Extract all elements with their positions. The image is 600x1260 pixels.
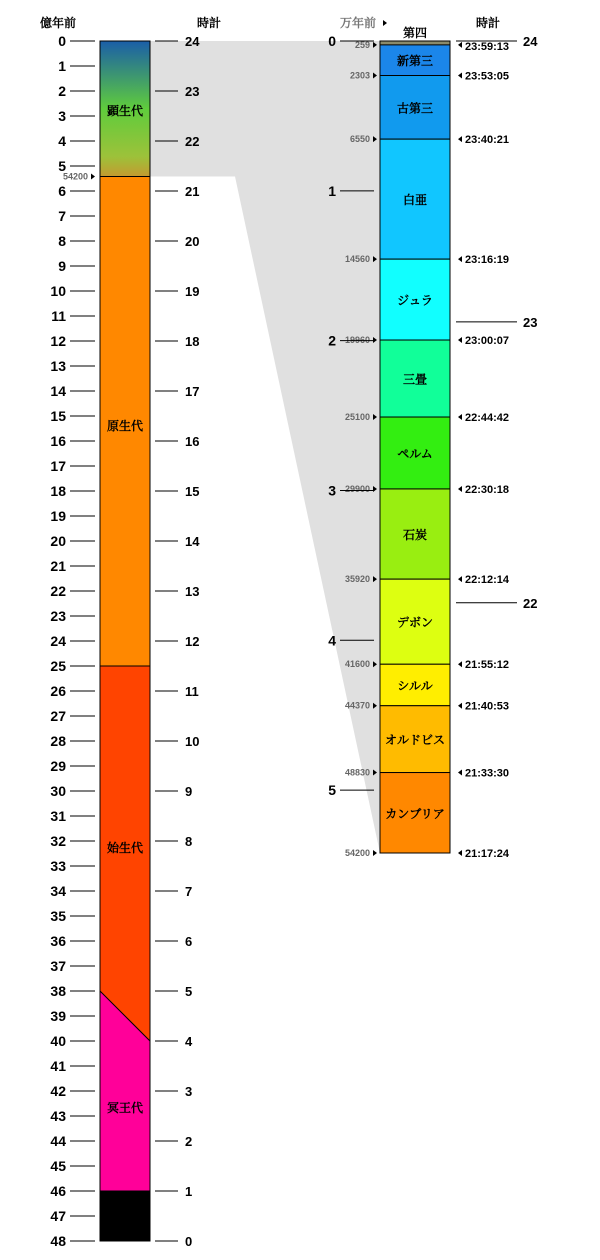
period-デボン [380,579,450,664]
left-clock-header: 時計 [196,16,222,30]
age-tick-label: 28 [50,733,66,749]
boundary-arrow-right [458,136,462,142]
age-tick-label: 11 [51,308,66,324]
hour-tick-label: 2 [185,1134,193,1149]
age-tick-label: 10 [50,283,66,299]
boundary-arrow-left [373,850,377,856]
age-tick-label: 43 [50,1108,66,1124]
boundary-ma-label: 14560 [344,254,370,265]
age-tick-label: 17 [50,458,66,474]
boundary-time-label: 21:40:53 [465,700,510,713]
age-tick-label: 47 [50,1208,66,1224]
eon-label: 原生代 [106,419,144,433]
boundary-arrow-right [458,661,462,667]
age-tick-label: 35 [50,908,66,924]
age-tick-label: 0 [58,33,66,49]
age-tick-label: 1 [58,58,66,74]
hour-tick-label: 8 [185,834,193,849]
age-tick-label: 12 [50,333,66,349]
age-tick-label: 23 [50,608,66,624]
period-ペルム [380,417,450,489]
left-unit-header: 億年前 [39,16,77,30]
eon-原生代 [100,177,150,667]
hour-tick-label: 24 [185,34,200,49]
hour-tick-label: 9 [185,784,193,799]
boundary-arrow-right [458,486,462,492]
age-tick-label: 24 [50,633,66,649]
boundary-time-label: 22:44:42 [465,412,510,425]
age-tick-label: 29 [50,758,66,774]
age-tick-label: 7 [58,208,66,224]
period-label: カンブリア [385,806,445,821]
period-quaternary [380,41,450,45]
boundary-arrow-right [458,703,462,709]
age-tick-label: 30 [50,783,66,799]
boundary-ma-label: 19960 [344,335,370,346]
boundary-time-label: 21:33:30 [465,767,510,780]
hour-tick-label: 13 [185,584,200,599]
period-石炭 [380,489,450,579]
age-tick-label: 32 [50,833,66,849]
period-label: 石炭 [402,528,428,543]
boundary-ma-label: 259 [354,39,370,50]
boundary-time-label: 21:55:12 [465,659,510,672]
hour-tick-label: 4 [185,1034,193,1049]
hour-tick-label: 3 [185,1084,193,1099]
age-tick-label: 16 [50,433,66,449]
hour-tick-label: 18 [185,334,200,349]
age-tick-label: 6 [58,183,66,199]
period-label: ジュラ [397,293,433,308]
boundary-arrow-right [458,770,462,776]
hour-tick-label: 21 [185,184,200,199]
hour-tick-label: 16 [185,434,200,449]
period-新第三 [380,45,450,76]
age-tick-label: 18 [50,483,66,499]
period-三畳 [380,340,450,417]
boundary-time-label: 22:30:18 [465,483,510,496]
big-age-tick-label: 3 [328,482,336,499]
period-ジュラ [380,259,450,340]
hour-tick-label: 23 [185,84,200,99]
age-tick-label: 4 [58,133,66,149]
period-カンブリア [380,773,450,853]
period-シルル [380,664,450,705]
hour-tick-label: 11 [185,684,199,699]
boundary-arrow-right [458,256,462,262]
hour-tick-label: 7 [185,884,193,899]
age-tick-label: 26 [50,683,66,699]
boundary-arrow-right [458,414,462,420]
eon-顕生代 [100,41,150,177]
eon-label: 顕生代 [106,104,144,118]
big-hour-tick-label: 24 [523,34,538,49]
age-tick-label: 13 [50,358,66,374]
period-label: 古第三 [396,101,434,116]
age-tick-label: 19 [50,508,66,524]
eon-label: 冥王代 [106,1101,144,1115]
period-白亜 [380,139,450,259]
right-unit-header: 万年前 [339,16,377,30]
age-tick-label: 48 [50,1233,66,1249]
big-age-tick-label: 4 [328,632,336,649]
age-tick-label: 14 [50,383,66,399]
boundary-ma-label: 44370 [344,700,370,711]
age-tick-label: 2 [58,83,66,99]
boundary-ma-label: 54200 [344,848,370,858]
hour-tick-label: 19 [185,284,200,299]
marker-arrow [91,174,95,180]
age-tick-label: 22 [50,583,66,599]
boundary-arrow-right [458,576,462,582]
age-tick-label: 39 [50,1008,66,1024]
hour-tick-label: 0 [185,1234,193,1249]
age-tick-label: 33 [50,858,66,874]
boundary-arrow-right [458,42,462,48]
header-arrow [383,20,387,26]
age-tick-label: 42 [50,1083,66,1099]
boundary-ma-label: 35920 [344,574,370,585]
big-hour-tick-label: 22 [523,595,538,611]
period-label: ペルム [397,446,433,461]
big-age-tick-label: 1 [328,182,336,199]
age-tick-label: 25 [50,658,66,674]
age-tick-label: 20 [50,533,66,549]
hour-tick-label: 14 [185,534,200,549]
big-age-tick-label: 0 [328,33,336,49]
hour-tick-label: 22 [185,134,200,149]
age-tick-label: 31 [50,808,66,824]
hour-tick-label: 17 [185,384,200,399]
hour-tick-label: 15 [185,484,200,499]
boundary-time-label: 21:17:24 [465,848,510,860]
period-label: 三畳 [402,372,428,387]
earliest-block [100,1191,150,1241]
boundary-ma-label: 41600 [344,659,370,670]
period-label: オルドビス [384,733,446,748]
eon-始生代 [100,666,150,1041]
boundary-ma-label: 29900 [344,483,370,494]
eon-label: 始生代 [106,841,144,855]
age-tick-label: 37 [50,958,66,974]
big-age-tick-label: 2 [328,332,336,349]
period-block [380,41,450,45]
big-age-tick-label: 5 [328,782,336,799]
boundary-time-label: 23:40:21 [465,134,510,147]
age-tick-label: 8 [58,233,66,249]
boundary-time-label: 23:16:19 [465,254,510,267]
boundary-arrow-right [458,73,462,79]
hour-tick-label: 20 [185,234,200,249]
period-label: 新第三 [396,54,434,69]
age-tick-label: 3 [58,108,66,124]
boundary-ma-label: 6550 [349,134,370,145]
period-label: 白亜 [402,193,428,208]
period-オルドビス [380,706,450,773]
age-tick-label: 5 [58,158,66,174]
age-tick-label: 38 [50,983,66,999]
boundary-ma-label: 2303 [349,70,370,81]
boundary-arrow-right [458,850,462,856]
big-hour-tick-label: 23 [523,314,538,330]
right-clock-header: 時計 [475,16,501,30]
period-label: シルル [397,678,433,693]
age-tick-label: 46 [50,1183,66,1199]
boundary-ma-label: 25100 [344,412,370,423]
hour-tick-label: 10 [185,734,200,749]
age-tick-label: 27 [50,708,66,724]
boundary-arrow-right [458,337,462,343]
period-古第三 [380,76,450,140]
age-tick-label: 9 [58,258,66,274]
hour-tick-label: 6 [185,934,193,949]
boundary-time-label: 22:12:14 [465,574,510,587]
phanerozoic-start-label: 54200 [62,171,88,182]
hour-tick-label: 12 [185,634,200,649]
boundary-time-label: 23:53:05 [465,70,510,83]
age-tick-label: 34 [50,883,66,899]
quaternary-label: 第四 [402,26,428,40]
age-tick-label: 21 [50,558,66,574]
age-tick-label: 36 [50,933,66,949]
age-tick-label: 15 [50,408,66,424]
age-tick-label: 45 [50,1158,66,1174]
hour-tick-label: 1 [185,1184,193,1199]
age-tick-label: 41 [50,1058,66,1074]
period-label: デボン [396,615,434,630]
left-column [39,15,221,1249]
boundary-ma-label: 48830 [344,767,370,778]
hour-tick-label: 5 [185,984,193,999]
age-tick-label: 44 [50,1133,66,1149]
age-tick-label: 40 [50,1033,66,1049]
boundary-time-label: 23:00:07 [465,335,510,348]
boundary-time-label: 23:59:13 [465,40,510,53]
